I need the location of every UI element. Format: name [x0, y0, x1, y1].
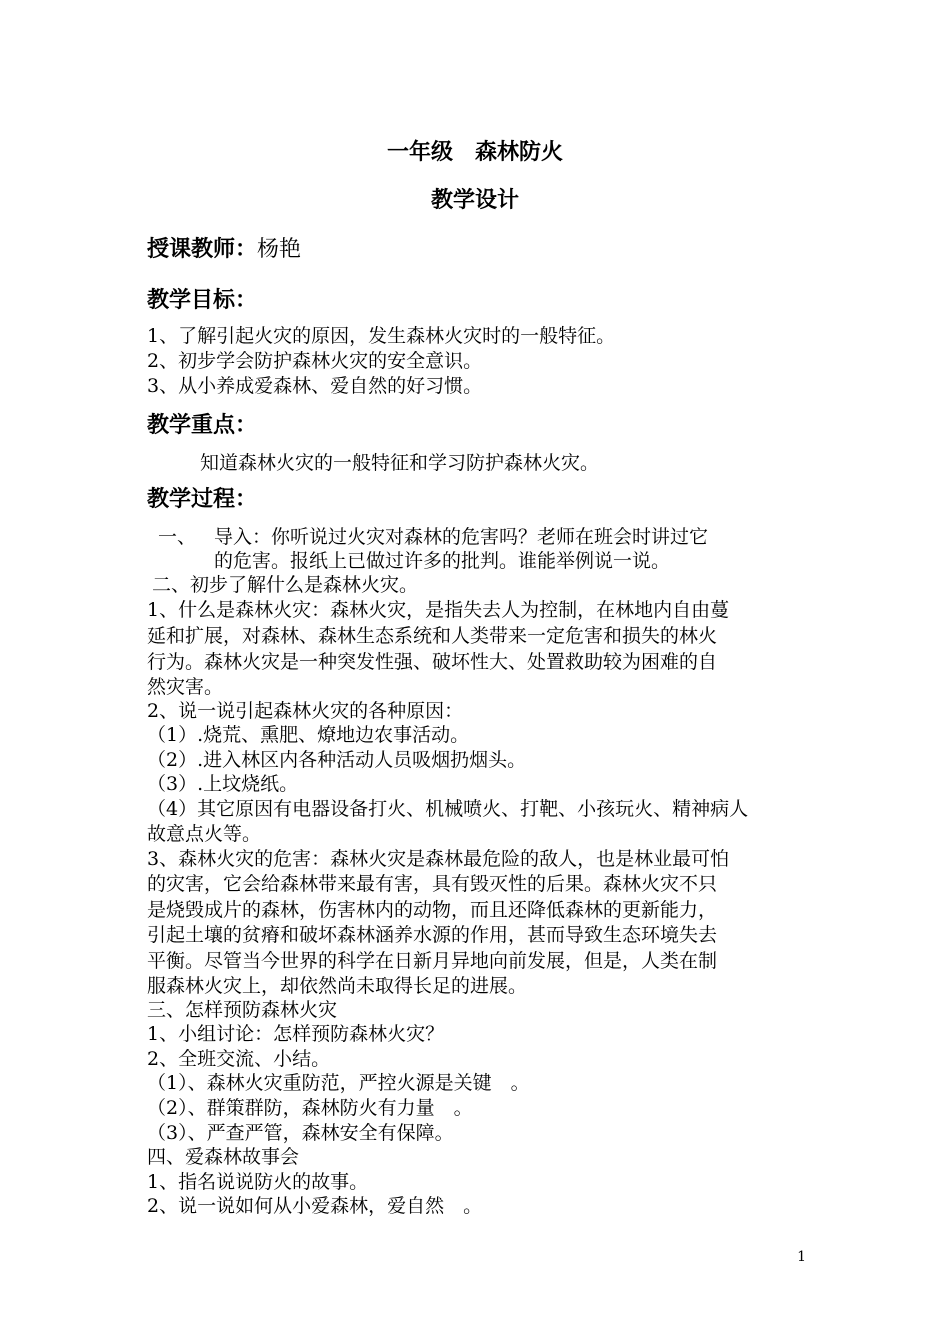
- body-line: 引起土壤的贫瘠和破坏森林涵养水源的作用，甚而导致生态环境失去: [147, 924, 718, 946]
- process-heading: 教学过程：: [147, 486, 258, 512]
- key-heading: 教学重点：: [147, 412, 258, 438]
- body-line: 平衡。尽管当今世界的科学在日新月异地向前发展，但是，人类在制: [147, 950, 718, 972]
- intro-line: 的危害。报纸上已做过许多的批判。谁能举例说一说。: [214, 550, 671, 572]
- goal-item: 3、从小养成爱森林、爱自然的好习惯。: [147, 375, 483, 397]
- body-line: 然灾害。: [147, 676, 224, 698]
- document-title: 一年级 森林防火: [386, 139, 563, 165]
- goals-heading: 教学目标：: [147, 287, 258, 313]
- body-line: 3、森林火灾的危害：森林火灾是森林最危险的敌人，也是林业最可怕: [147, 848, 730, 870]
- intro-number: 一、: [158, 526, 197, 548]
- body-line: 故意点火等。: [147, 823, 262, 845]
- body-line: 四、爱森林故事会: [147, 1146, 300, 1168]
- intro-line: 导入：你听说过火灾对森林的危害吗？老师在班会时讲过它: [214, 526, 709, 548]
- body-line: 1、小组讨论：怎样预防森林火灾？: [147, 1023, 445, 1045]
- body-line: （3）.上坟烧纸。: [147, 773, 299, 795]
- body-line: 服森林火灾上，却依然尚未取得长足的进展。: [147, 975, 528, 997]
- key-text: 知道森林火灾的一般特征和学习防护森林火灾。: [200, 452, 600, 474]
- body-line: 行为。森林火灾是一种突发性强、破坏性大、处置救助较为困难的自: [147, 651, 718, 673]
- teacher-label: 授课教师：: [147, 236, 258, 262]
- body-line: （3）、严查严管，森林安全有保障。: [147, 1122, 454, 1144]
- body-line: 的灾害，它会给森林带来最有害，具有毁灭性的后果。森林火灾不只: [147, 873, 718, 895]
- body-line: 1、什么是森林火灾：森林火灾，是指失去人为控制，在林地内自由蔓: [147, 599, 730, 621]
- body-line: 1、指名说说防火的故事。: [147, 1171, 369, 1193]
- body-line: （2）.进入林区内各种活动人员吸烟扔烟头。: [147, 749, 527, 771]
- goal-item: 1、了解引起火灾的原因，发生森林火灾时的一般特征。: [147, 325, 616, 347]
- page-number: 1: [797, 1249, 806, 1265]
- body-line: 2、说一说如何从小爱森林，爱自然 。: [147, 1195, 483, 1217]
- teacher-line: [147, 234, 301, 265]
- body-line: 延和扩展，对森林、森林生态系统和人类带来一定危害和损失的林火: [147, 625, 718, 647]
- body-line: 二、初步了解什么是森林火灾。: [152, 574, 419, 596]
- body-line: 2、全班交流、小结。: [147, 1048, 331, 1070]
- teacher-name: 杨艳: [257, 237, 302, 262]
- body-line: 三、怎样预防森林火灾: [147, 999, 338, 1021]
- body-line: （4）其它原因有电器设备打火、机械喷火、打靶、小孩玩火、精神病人: [147, 798, 749, 820]
- document-subtitle: 教学设计: [430, 187, 519, 213]
- goal-item: 2、初步学会防护森林火灾的安全意识。: [147, 350, 483, 372]
- body-line: 是烧毁成片的森林，伤害林内的动物，而且还降低森林的更新能力，: [147, 899, 718, 921]
- body-line: （1）.烧荒、熏肥、燎地边农事活动。: [147, 724, 470, 746]
- body-line: 2、说一说引起森林火灾的各种原因：: [147, 700, 464, 722]
- body-line: （2）、群策群防，森林防火有力量 。: [147, 1097, 473, 1119]
- body-line: （1）、森林火灾重防范，严控火源是关键 。: [147, 1072, 530, 1094]
